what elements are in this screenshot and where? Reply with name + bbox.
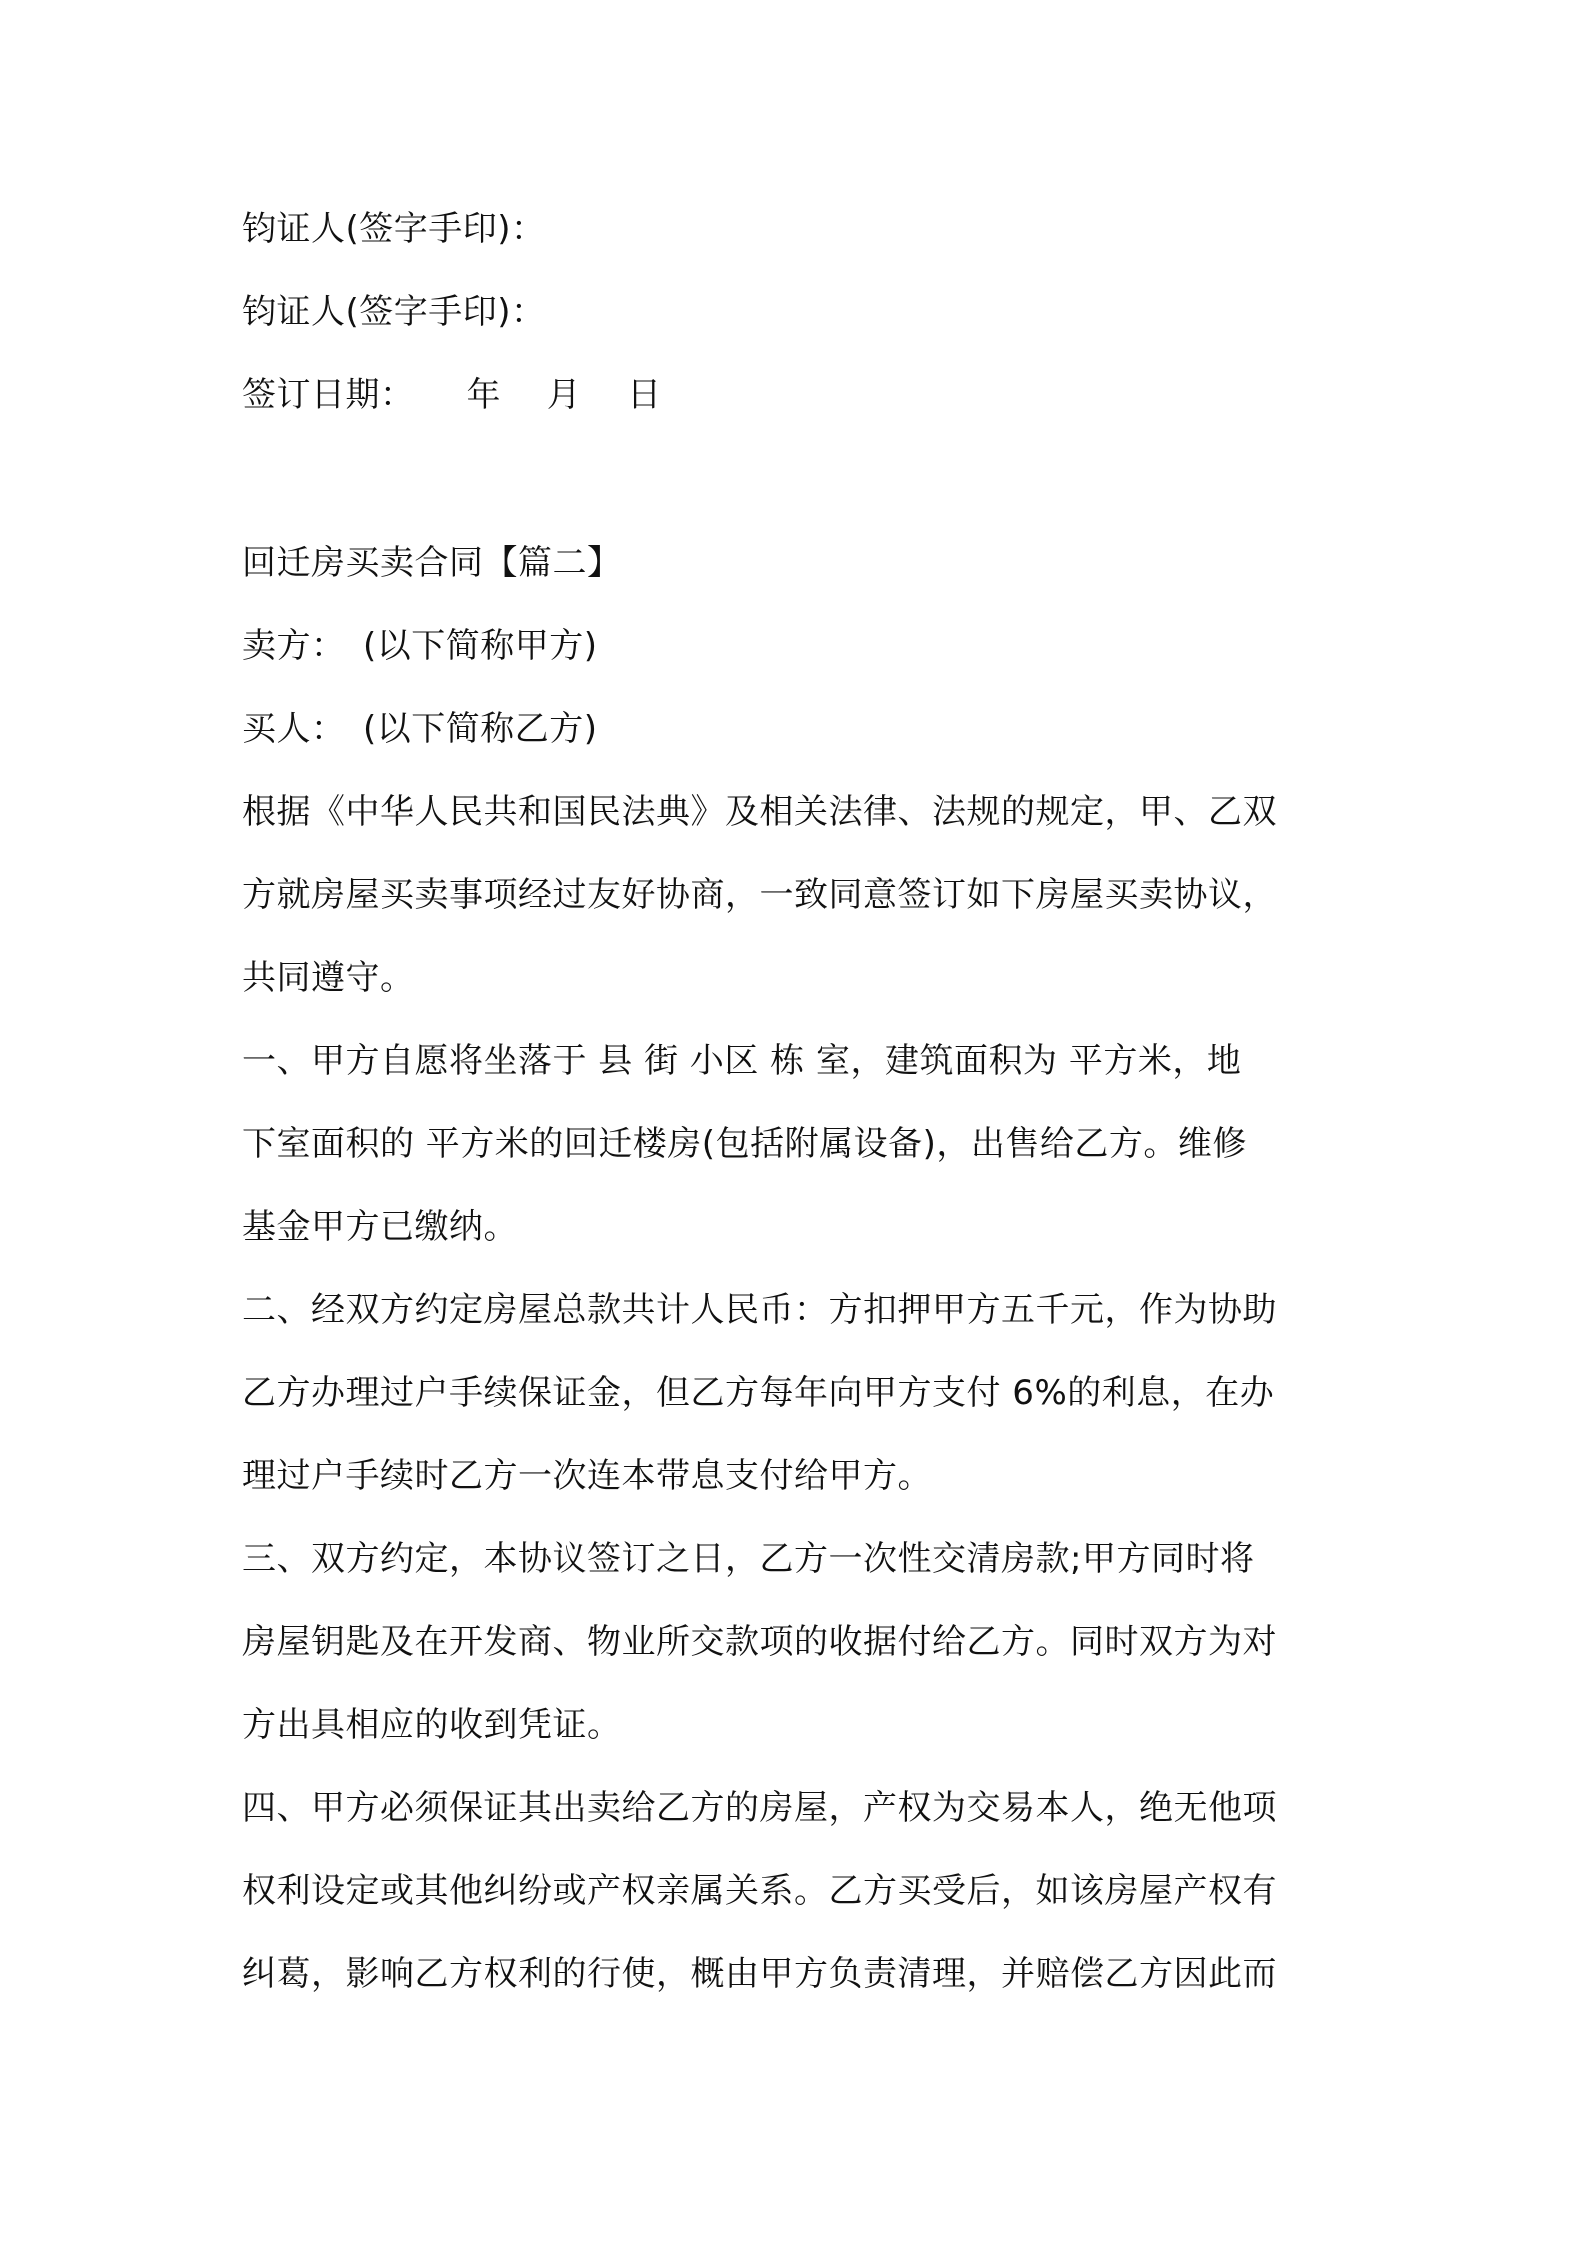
clause-1-line: 一、甲方自愿将坐落于 县 街 小区 栋 室，建筑面积为 平方米，地 <box>242 1041 1242 1081</box>
buyer-line: 买人： (以下简称乙方) <box>242 709 598 749</box>
clause-4-line: 四、甲方必须保证其出卖给乙方的房屋，产权为交易本人，绝无他项 <box>242 1788 1277 1828</box>
contract-title: 回迁房买卖合同【篇二】 <box>242 543 622 583</box>
witness-signature-line: 钧证人(签字手印)： <box>242 292 546 332</box>
signature-section <box>242 188 1352 437</box>
clause-1-line: 基金甲方已缴纳。 <box>242 1207 518 1247</box>
witness-signature-line: 钧证人(签字手印)： <box>242 209 546 249</box>
clause-4-line: 纠葛，影响乙方权利的行使，概由甲方负责清理，并赔偿乙方因此而 <box>242 1954 1277 1994</box>
clause-3-line: 三、双方约定，本协议签订之日，乙方一次性交清房款;甲方同时将 <box>242 1539 1255 1579</box>
body-line: 根据《中华人民共和国民法典》及相关法律、法规的规定，甲、乙双 <box>242 792 1277 832</box>
clause-2-line: 理过户手续时乙方一次连本带息支付给甲方。 <box>242 1456 932 1496</box>
clause-3-line: 方出具相应的收到凭证。 <box>242 1705 622 1745</box>
body-line: 共同遵守。 <box>242 958 415 998</box>
signing-date-line: 签订日期： 年 月 日 <box>242 375 662 415</box>
clause-2-line: 二、经双方约定房屋总款共计人民币：方扣押甲方五千元，作为协助 <box>242 1290 1277 1330</box>
body-line: 方就房屋买卖事项经过友好协商，一致同意签订如下房屋买卖协议， <box>242 875 1277 915</box>
clause-1-line: 下室面积的 平方米的回迁楼房(包括附属设备)，出售给乙方。维修 <box>242 1124 1247 1164</box>
clause-2-line: 乙方办理过户手续保证金，但乙方每年向甲方支付 6%的利息，在办 <box>242 1373 1275 1413</box>
seller-line: 卖方： (以下简称甲方) <box>242 626 598 666</box>
contract-body <box>242 522 1352 2016</box>
clause-3-line: 房屋钥匙及在开发商、物业所交款项的收据付给乙方。同时双方为对 <box>242 1622 1277 1662</box>
clause-4-line: 权利设定或其他纠纷或产权亲属关系。乙方买受后，如该房屋产权有 <box>242 1871 1277 1911</box>
